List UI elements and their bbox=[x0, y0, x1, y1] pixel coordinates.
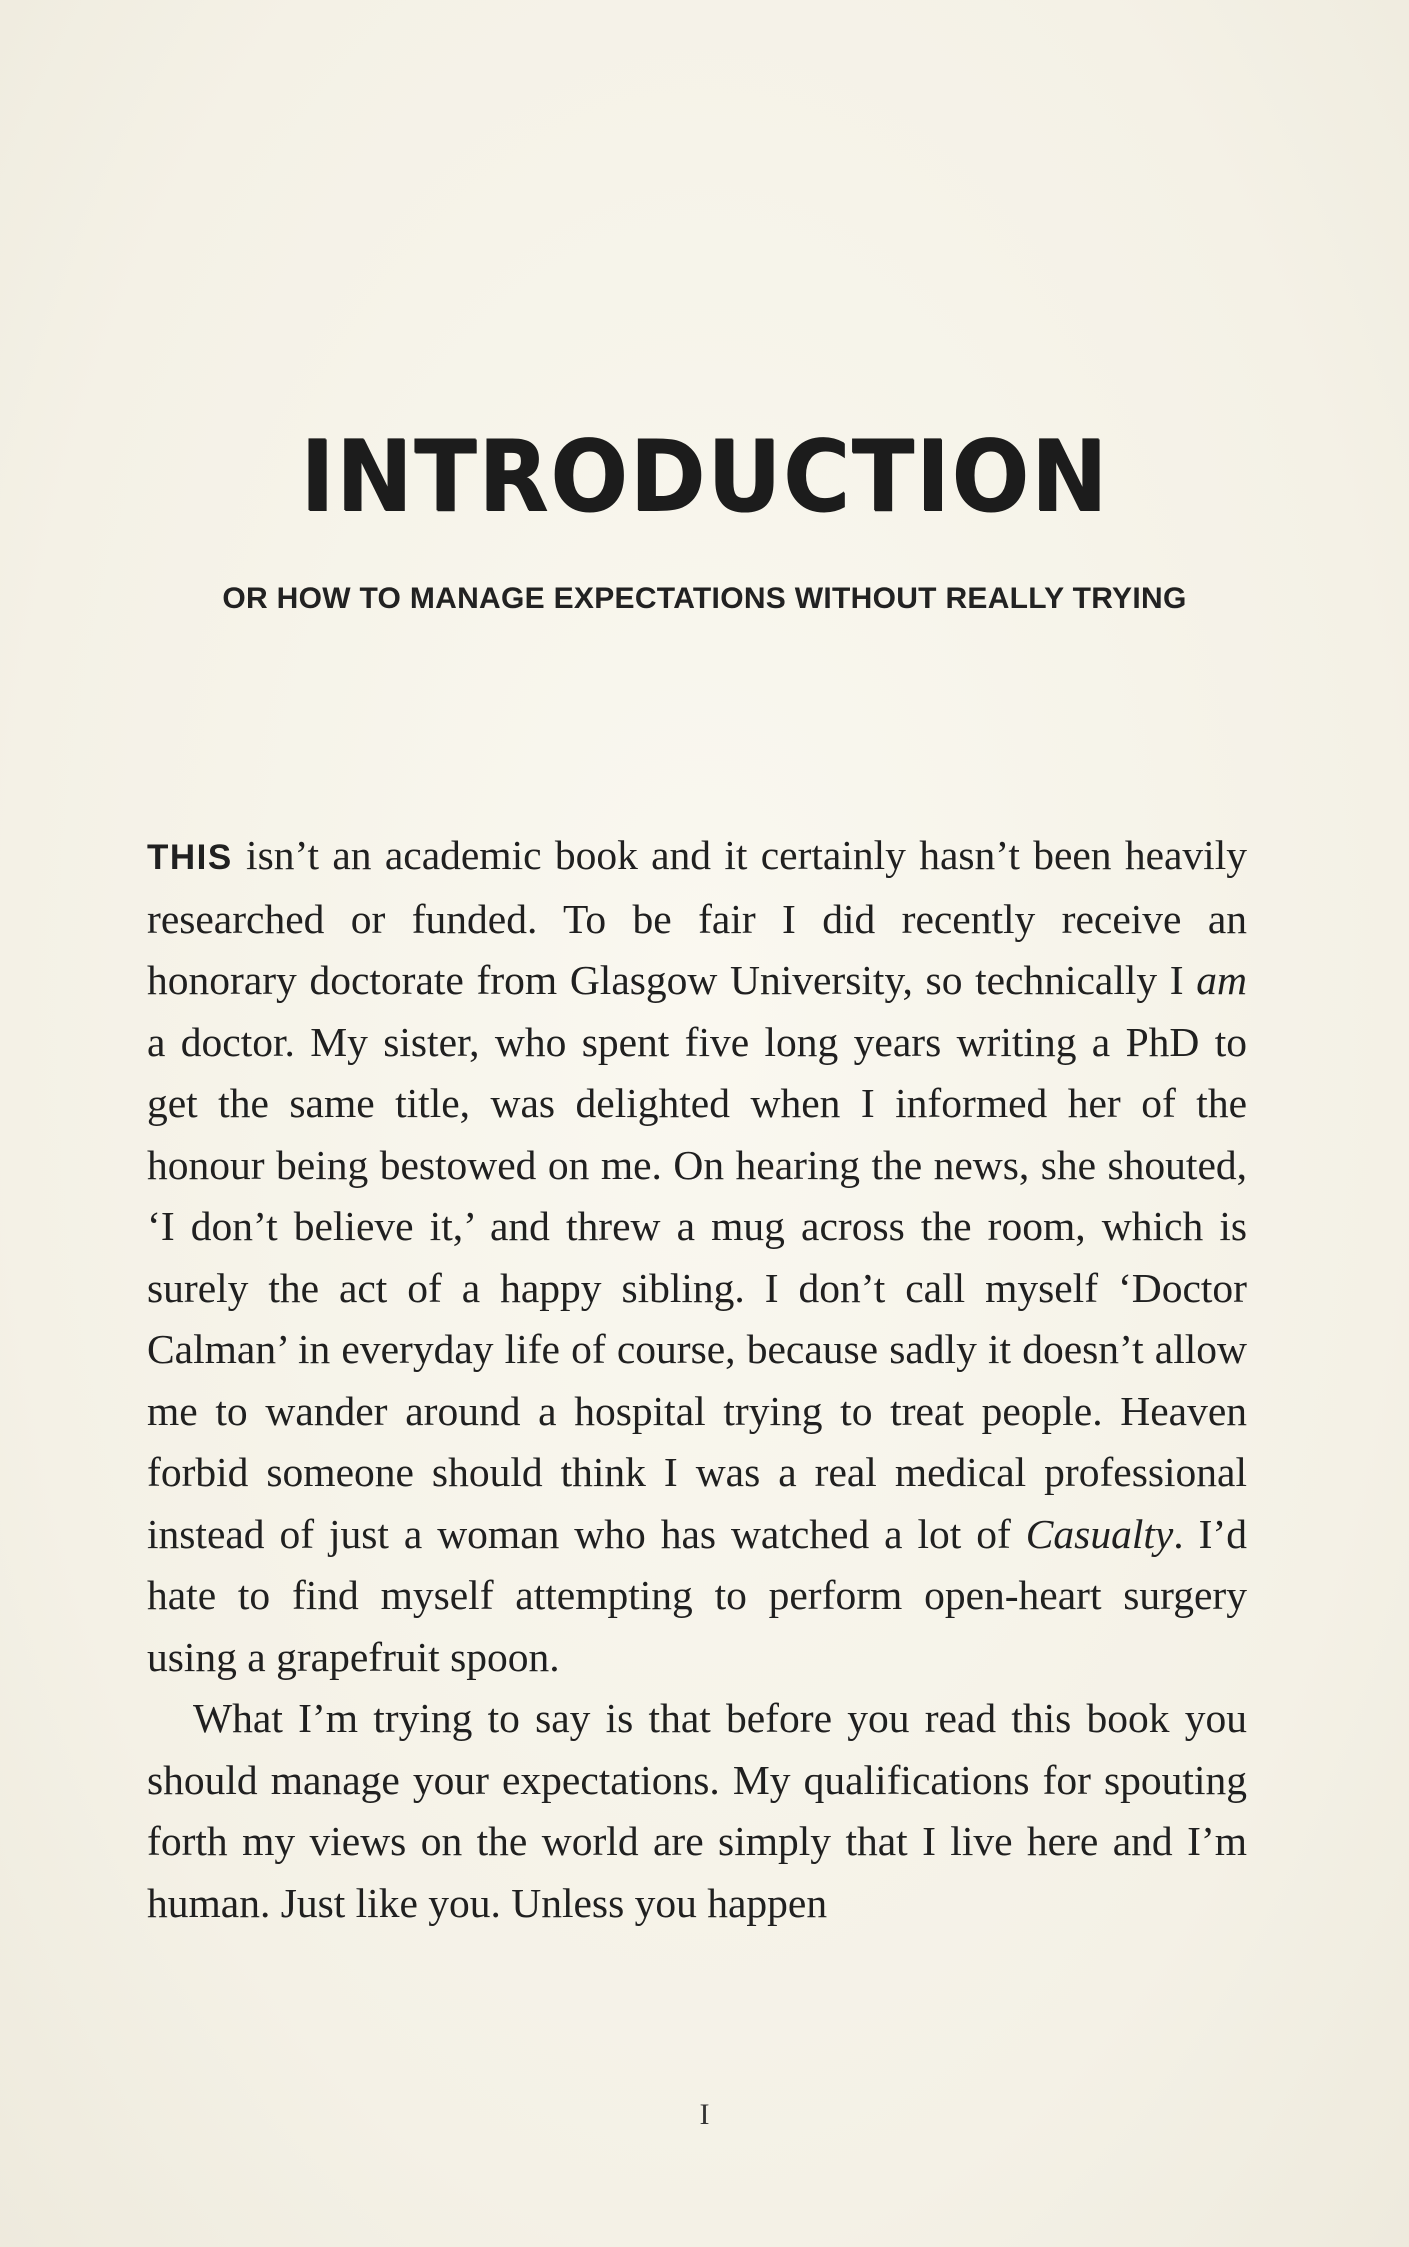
paragraph-1-part-3: . I’d hate to find myself attempting to perform open-heart surgery using a grapefruit spoon. bbox=[147, 1510, 1247, 1680]
body-text bbox=[147, 825, 1247, 1934]
paragraph-1 bbox=[147, 825, 1247, 1688]
paragraph-2: What I’m trying to say is that before you read this book you should manage your expectations. My qualifications for spouting forth my views on the world are simply that I live here and I’m human. Just like you. Unless you happen bbox=[147, 1695, 1247, 1926]
chapter-subtitle: OR HOW TO MANAGE EXPECTATIONS WITHOUT REALLY TRYING bbox=[222, 582, 1187, 615]
lead-word: THIS bbox=[147, 838, 233, 877]
paragraph-1-part-1: isn’t an academic book and it certainly hasn’t been heavily researched or funded. To be fair I did recently receive an honorary doctorate from Glasgow University, so technically I bbox=[147, 832, 1247, 1003]
chapter-title: INTRODUCTION bbox=[300, 420, 1109, 534]
page-number: I bbox=[699, 2098, 710, 2131]
paragraph-1-part-2: a doctor. My sister, who spent five long years writing a PhD to get the same title, was delighted when I informed her of the honour being bestowed on me. On hearing the news, she shouted, ‘I don’t believe it,’ and threw a mug across the room, which is surely the act of a happy sibling. I don’t call myself ‘Doctor Calman’ in everyday life of course, because sadly it doesn’t allow me to wander around a hospital trying to treat people. Heaven forbid someone should think I was a real medical professional instead of just a woman who has watched a lot of bbox=[147, 1018, 1247, 1557]
emphasis-am: am bbox=[1196, 957, 1247, 1003]
emphasis-casualty: Casualty bbox=[1025, 1510, 1174, 1557]
